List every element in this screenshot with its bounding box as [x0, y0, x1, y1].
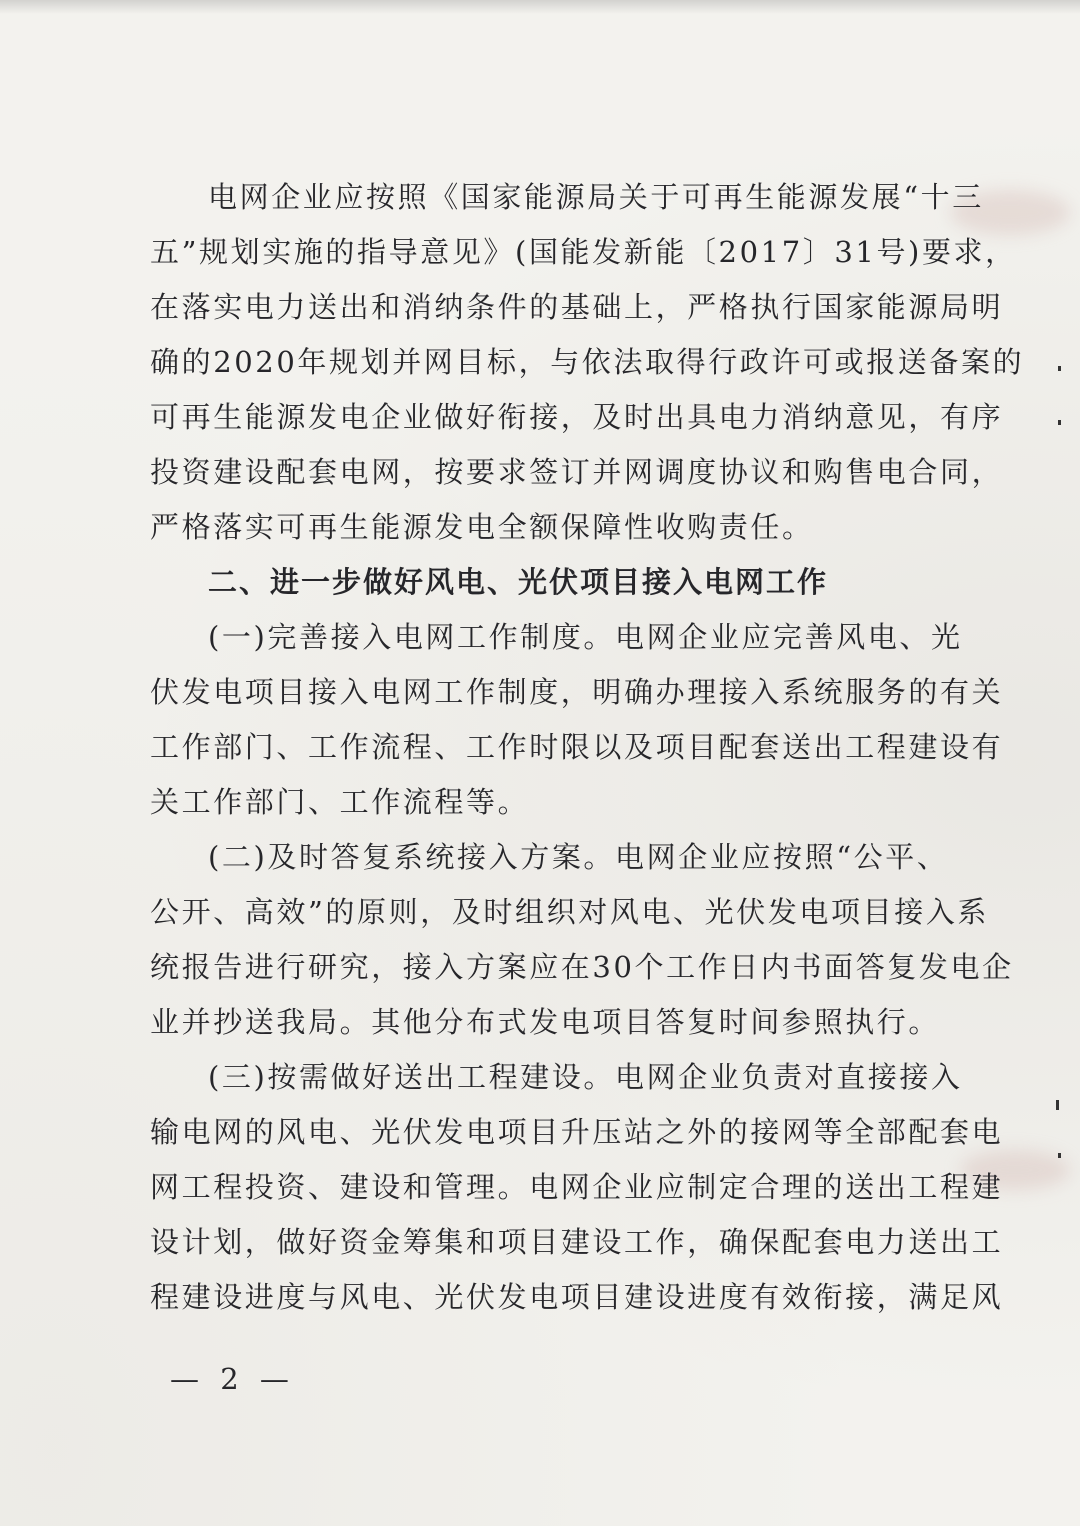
text-line: 伏发电项目接入电网工作制度，明确办理接入系统服务的有关: [150, 675, 1004, 709]
scan-edge-shadow: [0, 0, 1080, 14]
text-line: 工作部门、工作流程、工作时限以及项目配套送出工程建设有: [150, 730, 1004, 764]
text-line: 电网企业应按照《国家能源局关于可再生能源发展“十三: [208, 180, 984, 214]
text-line: 五”规划实施的指导意见》(国能发新能〔2017〕31号)要求，: [150, 235, 1017, 269]
text-line: 确的2020年规划并网目标，与依法取得行政许可或报送备案的: [150, 345, 1025, 379]
text-line: 公开、高效”的原则，及时组织对风电、光伏发电项目接入系: [150, 895, 990, 929]
text-line: 可再生能源发电企业做好衔接，及时出具电力消纳意见，有序: [150, 400, 1004, 434]
text-line: 输电网的风电、光伏发电项目升压站之外的接网等全部配套电: [150, 1115, 1004, 1149]
text-line: 关工作部门、工作流程等。: [150, 785, 530, 819]
text-line: 统报告进行研究，接入方案应在30个工作日内书面答复发电企: [150, 950, 1014, 984]
text-line: 程建设进度与风电、光伏发电项目建设进度有效衔接，满足风: [150, 1280, 1004, 1314]
text-line: 设计划，做好资金筹集和项目建设工作，确保配套电力送出工: [150, 1225, 1004, 1259]
scan-mark: [1056, 1100, 1059, 1110]
section-heading: 二、进一步做好风电、光伏项目接入电网工作: [208, 565, 829, 599]
page-number: — 2 —: [170, 1362, 295, 1396]
text-line: (一)完善接入电网工作制度。电网企业应完善风电、光: [208, 620, 963, 654]
text-line: (三)按需做好送出工程建设。电网企业负责对直接接入: [208, 1060, 963, 1094]
scan-mark: [1058, 420, 1061, 425]
text-line: 投资建设配套电网，按要求签订并网调度协议和购售电合同，: [150, 455, 1004, 489]
text-line: 网工程投资、建设和管理。电网企业应制定合理的送出工程建: [150, 1170, 1004, 1204]
scan-mark: [1058, 366, 1061, 371]
document-body: [150, 170, 1025, 1325]
text-line: 严格落实可再生能源发电全额保障性收购责任。: [150, 510, 814, 544]
text-line: 在落实电力送出和消纳条件的基础上，严格执行国家能源局明: [150, 290, 1004, 324]
text-line: 业并抄送我局。其他分布式发电项目答复时间参照执行。: [150, 1005, 941, 1039]
text-line: (二)及时答复系统接入方案。电网企业应按照“公平、: [208, 840, 949, 874]
scan-mark: [1058, 1153, 1061, 1158]
